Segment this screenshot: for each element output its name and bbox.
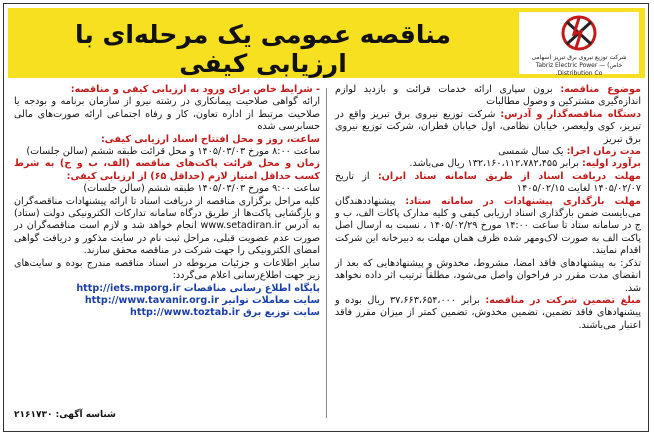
submit-deadline-text: پیشنهاددهندگان می‌بایست ضمن بارگذاری اسناد ارزیابی کیفی و کلیه مدارک پاکات الف، ب و ج در سامانه ستاد تا ساعت ۱۴:۰۰ مورخ ۱۴۰۵/۰۲/۲۹ ، نسبت به ارسال اصل پاکت الف به صورت لاک‌ومهر شده ظرف همان مهلت به دبیرخانه این شرکت اقدام نمایند. (335, 195, 641, 257)
guarantee-text: برابر ۳۷،۶۶۳،۶۵۴،۰۰۰ ریال بوده و پیشنهادهای فاقد تضمین، تضمین مخدوش، تضمین کمتر از میزان مقرر فاقد اعتبار می‌باشند. (335, 294, 641, 331)
conditions-label: - شرایط خاص برای ورود به ارزیابی کیفی و مناقصه: (70, 84, 320, 95)
duration-label: مدت زمان اجرا: (566, 146, 641, 158)
guarantee-label: مبلغ تضمین شرکت در مناقصه: (485, 294, 641, 306)
company-logo (519, 12, 639, 77)
column-divider (326, 88, 327, 418)
right-column (335, 84, 641, 332)
link3-label: سایت توزیع برق (243, 307, 320, 319)
link2-url[interactable]: http://www.tavanir.org.ir (84, 294, 219, 306)
header-banner (8, 8, 645, 78)
conditions-text: ارائه گواهی صلاحیت پیمانکاری در رشته نیرو از سازمان برنامه و بودجه یا صلاحیت مرتبط از اداره تعاون، کار و رفاه اجتماعی ارائه صورت‌های مالی حسابرسی شده (14, 96, 320, 133)
envelopes-text: ساعت ۹:۰۰ مورخ ۱۴۰۵/۰۳/۰۳ طبقه ششم (سالن جلسات) (83, 183, 320, 195)
lightning-logo-icon (557, 14, 601, 52)
left-column (14, 84, 320, 320)
link1-label: پایگاه اطلاع رسانی مناقصات (183, 282, 320, 294)
receive-deadline-label: مهلت دریافت اسناد از طریق سامانه ستاد ایران: (377, 170, 641, 182)
estimate-label: برآورد اولیه: (581, 158, 641, 170)
subject-label: موضوع مناقصه: (560, 84, 641, 95)
notice-id-value: ۲۱۶۱۷۳۰ (14, 410, 53, 420)
estimate-text: برابر ۱۳۲،۱۶۰،۱۱۲،۷۸۲،۴۵۵ ریال می‌باشد. (409, 158, 579, 170)
logo-caption: شرکت توزیع نیروی برق تبریز (سهامی خاص) — Tabriz Electric Power Distribution Co. (531, 54, 627, 77)
organizer-text: شرکت توزیع نیروی برق تبریز واقع در تبریز، کوی ولیعصر، خیابان نظامی، اول خیابان قطران، شرکت توزیع نیروی برق تبریز (335, 108, 641, 145)
notice-body (8, 84, 645, 424)
receive-deadline-text: از تاریخ ۱۴۰۵/۰۲/۰۷ لغایت ۱۴۰۵/۰۲/۱۵ (335, 170, 641, 195)
envelopes-label: زمان و محل قرائت پاکت‌های مناقصه (الف، ب و ج) به شرط کسب حداقل امتیاز لازم (حداقل ۶۵) از ارزیابی کیفی: (14, 158, 320, 182)
process-text: کلیه مراحل برگزاری مناقصه از دریافت اسناد تا ارائه پیشنهادات مناقصه‌گران و بازگشایی پاکت‌ها از طریق درگاه سامانه تدارکات الکترونیکی دولت (ستاد) به آدرس www.setadiran.ir انجام خواهد شد و لازم است مناقصه‌گران در صورت عدم عضویت قبلی، مراحل ثبت نام در سایت مذکور و دریافت گواهی امضای الکترونیکی را جهت شرکت در مناقصه محقق سازند. (14, 195, 321, 257)
page-title: مناقصه عمومی یک مرحله‌ای با ارزیابی کیفی (75, 20, 451, 78)
organizer-label: دستگاه مناقصه‌گذار و آدرس: (500, 108, 641, 120)
notice-id (14, 410, 116, 420)
link2-label: سایت معاملات توانیر (222, 294, 320, 306)
opening-label: ساعت، روز و محل افتتاح اسناد ارزیابی کیفی: (100, 133, 320, 145)
submit-deadline-label: مهلت بارگذاری پیشنهادات در سامانه ستاد: (405, 195, 641, 207)
info-text: سایر اطلاعات و جزئیات مربوطه در اسناد مناقصه مندرج بوده و سایت‌های زیر جهت اطلاع‌رسانی اعلام می‌گردد: (14, 257, 320, 282)
notice-id-label: شناسه آگهی: (55, 410, 116, 420)
opening-text: ساعت ۸:۰۰ مورخ ۱۴۰۵/۰۳/۰۳ و محل قرائت طبقه ششم (سالن جلسات) (26, 146, 320, 158)
duration-text: یک سال شمسی (498, 146, 564, 158)
link1-url[interactable]: http://iets.mporg.ir (76, 282, 181, 294)
note-text: تذکر: به پیشنهادهای فاقد امضا، مشروط، مخدوش و پیشنهادهایی که بعد از انقضای مدت مقرر در فراخوان واصل می‌شود، مطلقاً ترتیب اثر داده نخواهد شد. (335, 257, 641, 294)
subject-text: برون سپاری ارائه خدمات قرائت و بازدید لوازم اندازه‌گیری مشترکین و وصول مطالبات (335, 84, 641, 108)
link3-url[interactable]: http://www.toztab.ir (130, 307, 240, 319)
